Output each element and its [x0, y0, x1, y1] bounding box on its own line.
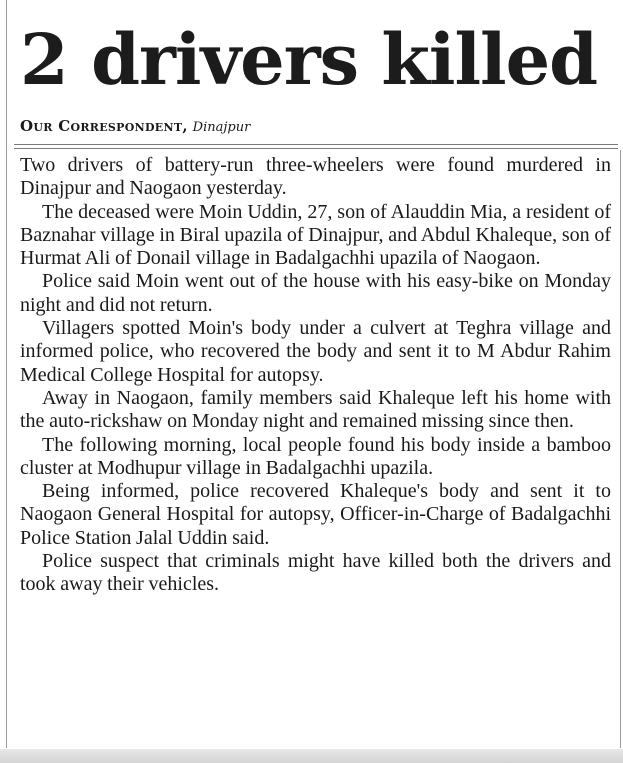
story-paragraph: Police said Moin went out of the house with his easy-bike on Monday night and did not return. — [20, 270, 611, 316]
story-paragraph: Villagers spotted Moin's body under a culvert at Teghra village and informed police, who recovered the body and sent it to M Abdur Rahim Medical College Hospital for autopsy. — [20, 317, 611, 386]
page-bottom-edge — [0, 749, 623, 763]
byline-correspondent: Our Correspondent, — [20, 117, 188, 135]
headline: 2 drivers killed — [20, 18, 598, 101]
story-paragraph: The deceased were Moin Uddin, 27, son of Alauddin Mia, a resident of Baznahar village in Biral upazila of Dinajpur, and Abdul Khaleque, son of Hurmat Ali of Donail village in Badalgachhi upazila of Naogaon. — [20, 200, 611, 270]
byline-rule-bottom — [14, 148, 618, 149]
story-paragraph: Police suspect that criminals might have killed both the drivers and took away their vehicles. — [20, 550, 611, 596]
story-paragraph: Two drivers of battery-run three-wheelers were found murdered in Dinajpur and Naogaon yesterday. — [20, 154, 611, 200]
story-paragraph: The following morning, local people found his body inside a bamboo cluster at Modhupur village in Badalgachhi upazila. — [20, 433, 611, 479]
column-rule-left — [6, 0, 7, 748]
story-paragraph: Being informed, police recovered Khaleque's body and sent it to Naogaon General Hospital for autopsy, Officer-in-Charge of Badalgachhi Police Station Jalal Uddin said. — [20, 480, 611, 549]
byline-rule-top — [14, 144, 618, 145]
story-body — [20, 154, 611, 597]
column-rule-right — [620, 150, 621, 748]
byline-location: Dinajpur — [192, 120, 251, 135]
story-paragraph: Away in Naogaon, family members said Khaleque left his home with the auto-rickshaw on Monday night and remained missing since then. — [20, 386, 611, 433]
byline — [20, 116, 250, 138]
